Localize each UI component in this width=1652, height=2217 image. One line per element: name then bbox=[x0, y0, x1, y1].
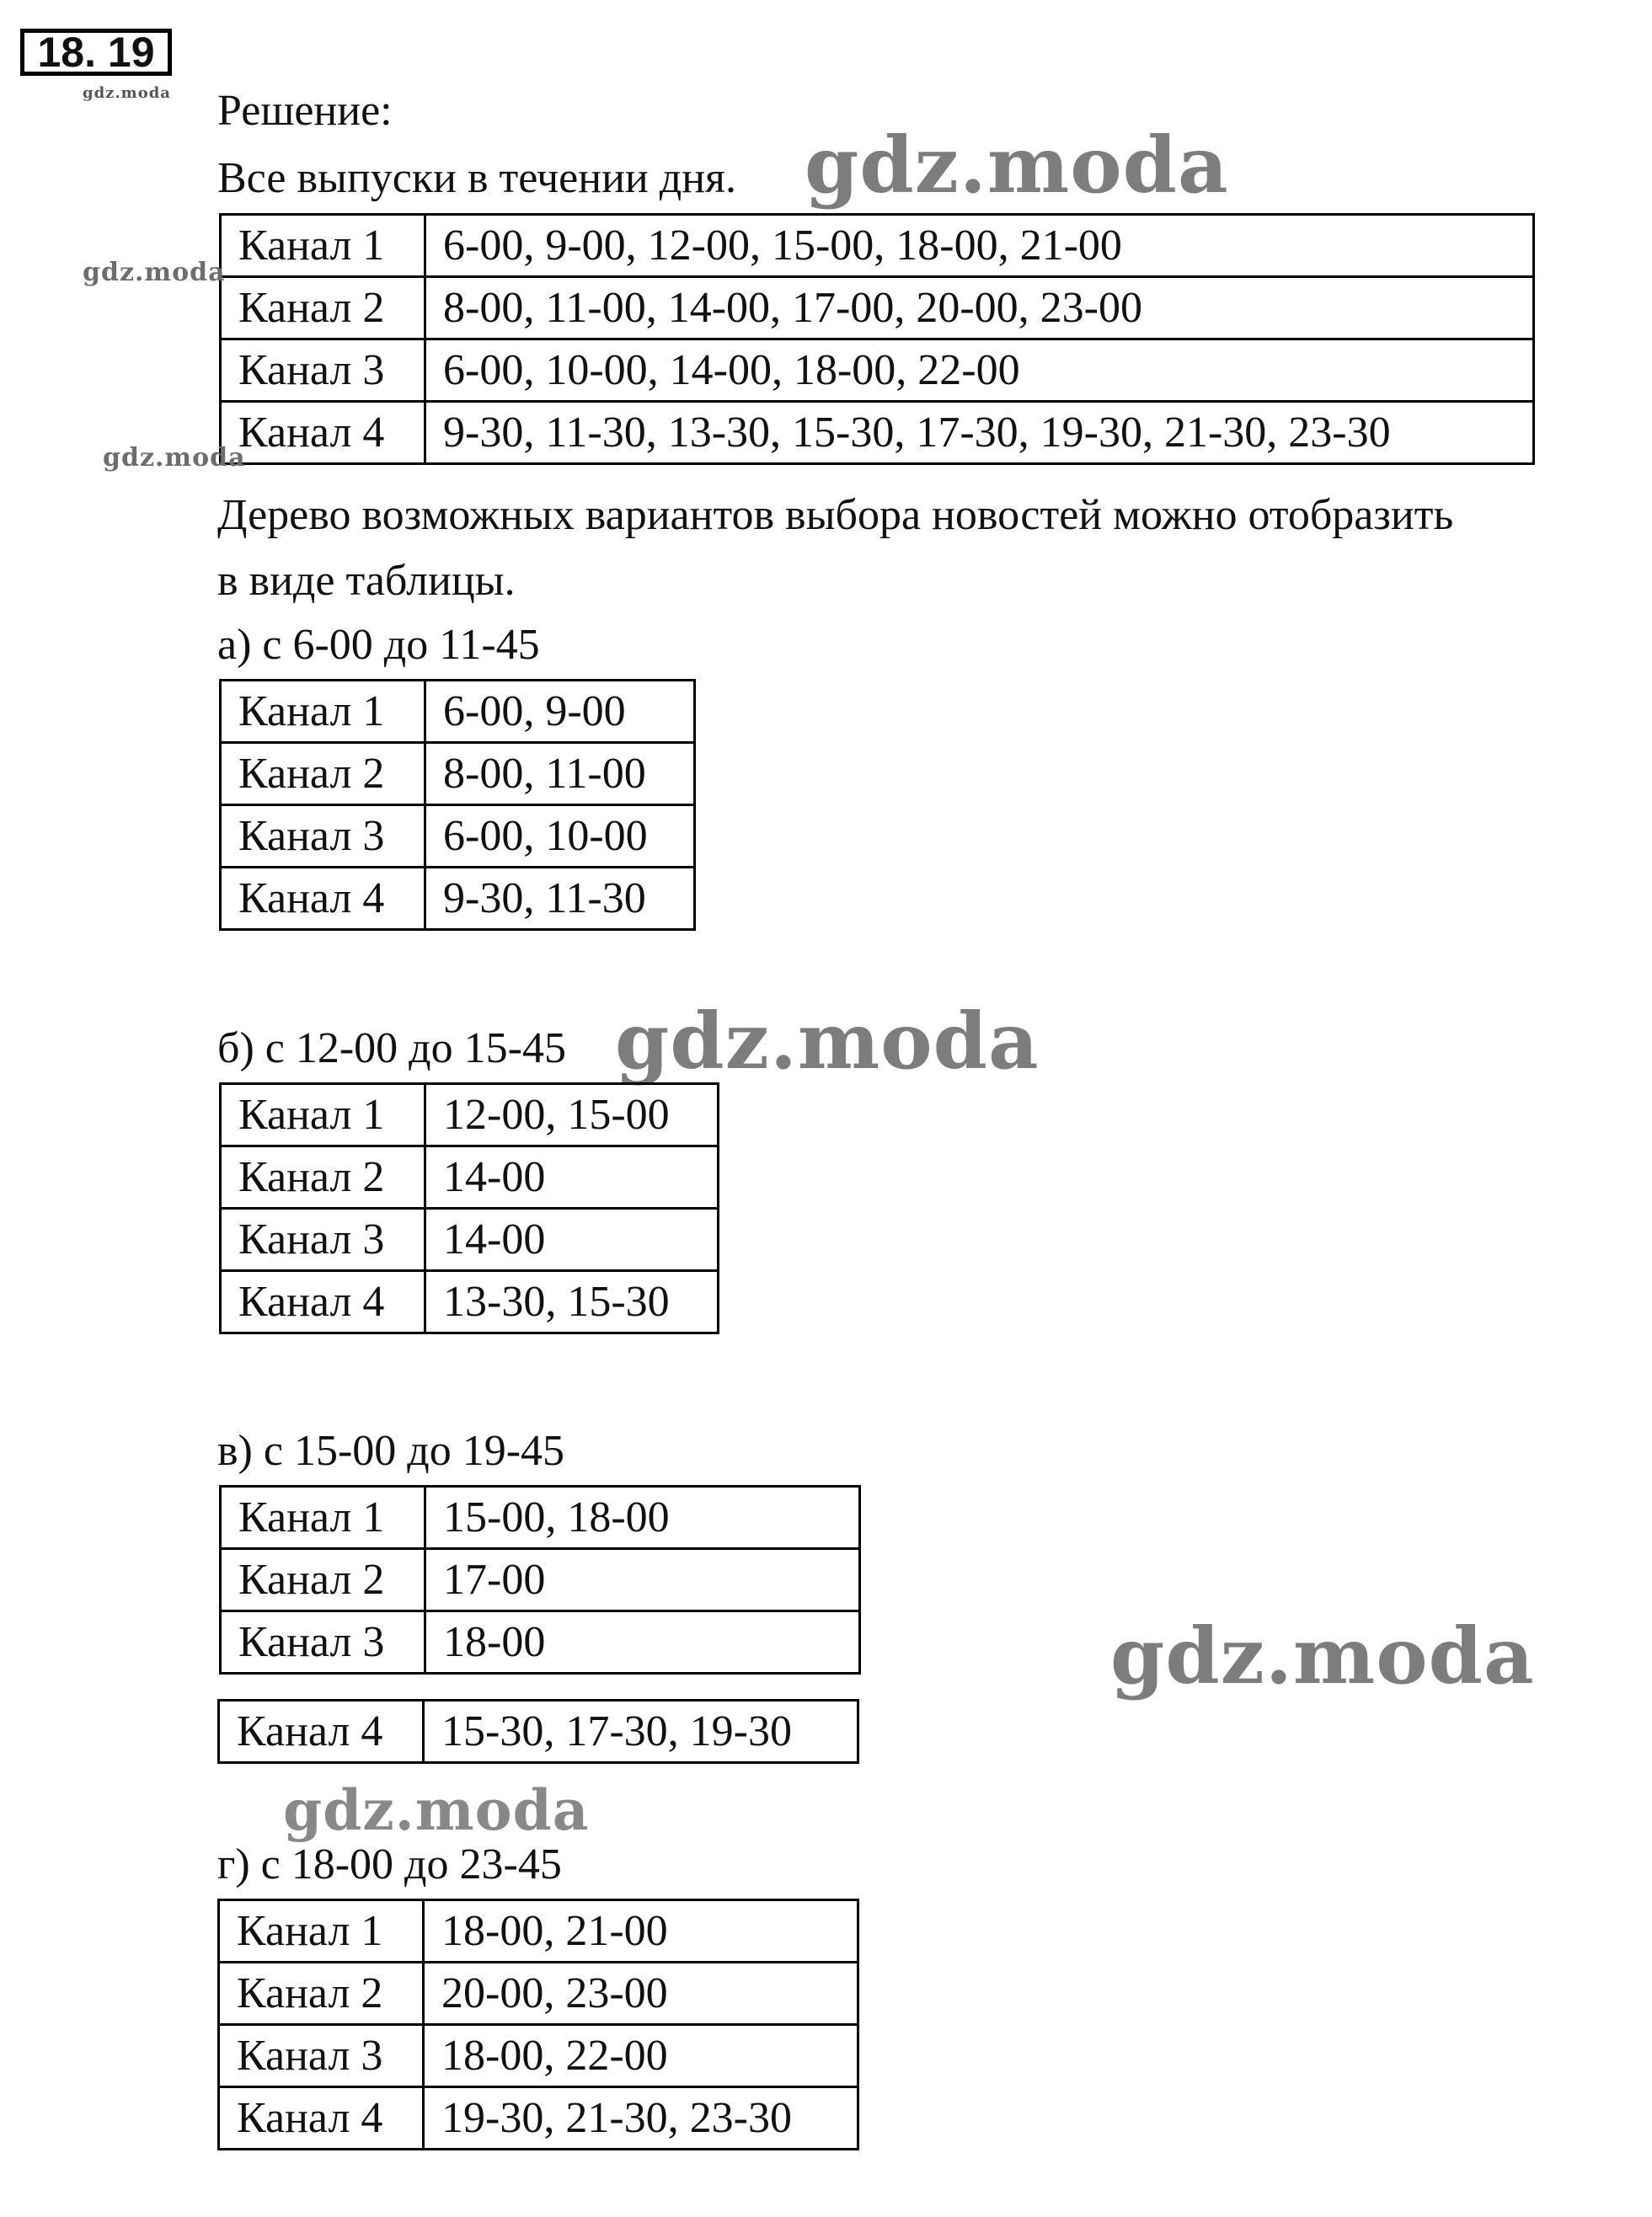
times-cell: 9-30, 11-30 bbox=[425, 868, 695, 930]
times-cell: 17-00 bbox=[425, 1549, 860, 1611]
channel-cell: Канал 1 bbox=[221, 1084, 425, 1146]
tree-text-line2: в виде таблицы. bbox=[217, 557, 516, 605]
channel-cell: Канал 1 bbox=[221, 681, 425, 743]
watermark: gdz.moda bbox=[283, 1777, 590, 1843]
table-row bbox=[221, 681, 695, 743]
channel-cell: Канал 4 bbox=[219, 1701, 424, 1763]
channel-cell: Канал 2 bbox=[221, 743, 425, 805]
channel-cell: Канал 4 bbox=[221, 1271, 425, 1333]
times-cell: 9-30, 11-30, 13-30, 15-30, 17-30, 19-30, 21-30, 23-30 bbox=[425, 402, 1534, 464]
watermark: gdz.moda bbox=[103, 443, 246, 473]
channel-cell: Канал 1 bbox=[221, 215, 425, 277]
channel-cell: Канал 2 bbox=[221, 1146, 425, 1209]
table-row bbox=[219, 2025, 858, 2087]
channel-cell: Канал 1 bbox=[221, 1487, 425, 1549]
times-cell: 6-00, 9-00, 12-00, 15-00, 18-00, 21-00 bbox=[425, 215, 1534, 277]
table-row bbox=[221, 1549, 860, 1611]
times-cell: 20-00, 23-00 bbox=[424, 1963, 858, 2025]
channel-cell: Канал 3 bbox=[219, 2025, 424, 2087]
times-cell: 18-00, 21-00 bbox=[424, 1900, 858, 1963]
times-cell: 6-00, 10-00, 14-00, 18-00, 22-00 bbox=[425, 339, 1534, 402]
times-cell: 18-00 bbox=[425, 1611, 860, 1674]
watermark: gdz.moda bbox=[83, 258, 226, 287]
watermark: gdz.moda bbox=[615, 996, 1040, 1087]
table-row bbox=[221, 1209, 719, 1271]
channel-cell: Канал 3 bbox=[221, 339, 425, 402]
channel-cell: Канал 2 bbox=[219, 1963, 424, 2025]
table-row bbox=[221, 1084, 719, 1146]
times-cell: 13-30, 15-30 bbox=[425, 1271, 719, 1333]
times-cell: 12-00, 15-00 bbox=[425, 1084, 719, 1146]
part-b-label: б) с 12-00 до 15-45 bbox=[217, 1024, 566, 1072]
watermark: gdz.moda bbox=[1110, 1611, 1535, 1701]
times-cell: 6-00, 10-00 bbox=[425, 805, 695, 868]
watermark: gdz.moda bbox=[805, 120, 1229, 211]
table-row bbox=[221, 1271, 719, 1333]
intro-text: Все выпуски в течении дня. bbox=[217, 154, 736, 202]
table-row bbox=[221, 215, 1534, 277]
table-row bbox=[221, 402, 1534, 464]
table-row bbox=[219, 1701, 858, 1763]
table-row bbox=[221, 339, 1534, 402]
channel-cell: Канал 3 bbox=[221, 1611, 425, 1674]
table-row bbox=[221, 868, 695, 930]
table-row bbox=[221, 1146, 719, 1209]
part-b-table bbox=[219, 1082, 719, 1334]
times-cell: 19-30, 21-30, 23-30 bbox=[424, 2087, 858, 2150]
part-g-table bbox=[217, 1899, 859, 2150]
times-cell: 15-30, 17-30, 19-30 bbox=[424, 1701, 858, 1763]
channel-cell: Канал 3 bbox=[221, 805, 425, 868]
tree-text-line1: Дерево возможных вариантов выбора новостей можно отобразить bbox=[217, 491, 1454, 539]
times-cell: 15-00, 18-00 bbox=[425, 1487, 860, 1549]
times-cell: 14-00 bbox=[425, 1146, 719, 1209]
table-row bbox=[221, 277, 1534, 339]
channel-cell: Канал 4 bbox=[221, 868, 425, 930]
part-v-table-row4 bbox=[217, 1699, 859, 1764]
table-row bbox=[219, 2087, 858, 2150]
part-g-label: г) с 18-00 до 23-45 bbox=[217, 1840, 562, 1888]
times-cell: 18-00, 22-00 bbox=[424, 2025, 858, 2087]
channel-cell: Канал 4 bbox=[221, 402, 425, 464]
part-a-label: а) с 6-00 до 11-45 bbox=[217, 621, 540, 669]
table-row bbox=[221, 743, 695, 805]
table-row bbox=[219, 1963, 858, 2025]
solution-label: Решение: bbox=[217, 87, 393, 135]
channel-cell: Канал 2 bbox=[221, 277, 425, 339]
times-cell: 14-00 bbox=[425, 1209, 719, 1271]
part-v-label: в) с 15-00 до 19-45 bbox=[217, 1427, 565, 1475]
channel-cell: Канал 3 bbox=[221, 1209, 425, 1271]
channel-cell: Канал 1 bbox=[219, 1900, 424, 1963]
times-cell: 8-00, 11-00 bbox=[425, 743, 695, 805]
table-row bbox=[221, 1611, 860, 1674]
table-row bbox=[221, 805, 695, 868]
times-cell: 8-00, 11-00, 14-00, 17-00, 20-00, 23-00 bbox=[425, 277, 1534, 339]
table-row bbox=[221, 1487, 860, 1549]
problem-number: 18. 19 bbox=[20, 29, 172, 76]
watermark: gdz.moda bbox=[83, 84, 171, 102]
part-a-table bbox=[219, 679, 696, 931]
channel-cell: Канал 2 bbox=[221, 1549, 425, 1611]
table-row bbox=[219, 1900, 858, 1963]
channel-cell: Канал 4 bbox=[219, 2087, 424, 2150]
times-cell: 6-00, 9-00 bbox=[425, 681, 695, 743]
part-v-table bbox=[219, 1485, 861, 1675]
main-schedule-table bbox=[219, 213, 1535, 465]
